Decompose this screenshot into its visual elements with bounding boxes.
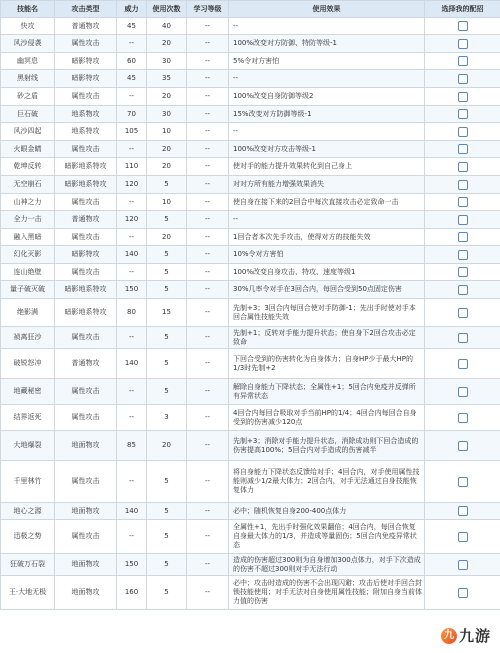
- cell-select: [425, 327, 500, 349]
- cell-level: --: [187, 431, 229, 461]
- select-checkbox[interactable]: [458, 477, 468, 487]
- cell-level: --: [187, 281, 229, 299]
- cell-name: 巨石破: [1, 106, 55, 123]
- cell-level: --: [187, 349, 229, 379]
- cell-type: 暗影地系特攻: [55, 281, 117, 299]
- cell-type: 属性攻击: [55, 520, 117, 554]
- cell-effect: 4回合内每回合吸取对手当前HP的1/4；4回合内每回合自身受到的伤害减少120点: [229, 405, 425, 431]
- cell-select: [425, 246, 500, 264]
- table-row: [1, 327, 500, 349]
- cell-name: 快攻: [1, 18, 55, 35]
- cell-type: 属性攻击: [55, 229, 117, 246]
- cell-power: 110: [117, 158, 147, 176]
- cell-name: 量子破灭破: [1, 281, 55, 299]
- cell-name: 全力一击: [1, 211, 55, 229]
- cell-uses: 20: [147, 158, 187, 176]
- cell-name: 迅极之势: [1, 520, 55, 554]
- cell-name: 祯离狂沙: [1, 327, 55, 349]
- cell-uses: 5: [147, 576, 187, 610]
- cell-select: [425, 576, 500, 610]
- cell-type: 暗影特攻: [55, 70, 117, 88]
- cell-type: 普通物攻: [55, 211, 117, 229]
- cell-type: 地面物攻: [55, 503, 117, 520]
- cell-uses: 5: [147, 379, 187, 405]
- cell-select: [425, 123, 500, 141]
- cell-effect: 1回合者本次先手攻击，使得对方的技能失效: [229, 229, 425, 246]
- select-checkbox[interactable]: [458, 127, 468, 137]
- table-row: [1, 88, 500, 106]
- table-row: [1, 379, 500, 405]
- table-row: [1, 141, 500, 158]
- cell-name: 砂之盾: [1, 88, 55, 106]
- cell-select: [425, 106, 500, 123]
- cell-effect: 10%令对方害怕: [229, 246, 425, 264]
- cell-uses: 30: [147, 106, 187, 123]
- cell-type: 暗影地系特攻: [55, 158, 117, 176]
- column-header: 使用效果: [229, 1, 425, 18]
- cell-power: --: [117, 461, 147, 503]
- cell-name: 乾坤反转: [1, 158, 55, 176]
- table-row: [1, 53, 500, 70]
- cell-effect: 全属性+1，先出手时强化效果翻倍；4回合内，每回合恢复自身最大体力的1/3，并造成等量固伤；5回合内免疫异常状态: [229, 520, 425, 554]
- cell-level: --: [187, 123, 229, 141]
- cell-effect: --: [229, 211, 425, 229]
- column-header: 选择我的配招: [425, 1, 500, 18]
- select-checkbox[interactable]: [458, 250, 468, 260]
- column-header: 学习等级: [187, 1, 229, 18]
- cell-type: 地面物攻: [55, 554, 117, 576]
- cell-effect: 使自身在接下来的2回合中每次直接攻击必定致命一击: [229, 194, 425, 211]
- cell-level: --: [187, 229, 229, 246]
- table-row: [1, 246, 500, 264]
- cell-uses: 20: [147, 141, 187, 158]
- cell-level: --: [187, 327, 229, 349]
- cell-uses: 5: [147, 461, 187, 503]
- cell-type: 属性攻击: [55, 379, 117, 405]
- cell-select: [425, 211, 500, 229]
- cell-name: 千里林竹: [1, 461, 55, 503]
- cell-power: 80: [117, 299, 147, 327]
- cell-level: --: [187, 211, 229, 229]
- cell-uses: 15: [147, 299, 187, 327]
- cell-uses: 10: [147, 123, 187, 141]
- cell-power: 120: [117, 176, 147, 194]
- cell-uses: 20: [147, 431, 187, 461]
- cell-effect: 100%改变对方攻击等级-1: [229, 141, 425, 158]
- cell-uses: 20: [147, 35, 187, 53]
- cell-select: [425, 503, 500, 520]
- table-row: [1, 211, 500, 229]
- cell-level: --: [187, 299, 229, 327]
- table-row: [1, 520, 500, 554]
- watermark: [438, 624, 494, 647]
- table-row: [1, 194, 500, 211]
- table-row: [1, 229, 500, 246]
- cell-uses: 5: [147, 554, 187, 576]
- cell-level: --: [187, 70, 229, 88]
- cell-name: 大地爆裂: [1, 431, 55, 461]
- table-row: [1, 106, 500, 123]
- cell-name: 绝影满: [1, 299, 55, 327]
- cell-name: 王·大地无极: [1, 576, 55, 610]
- cell-type: 暗影特攻: [55, 53, 117, 70]
- cell-type: 暗影地系特攻: [55, 299, 117, 327]
- cell-power: 140: [117, 349, 147, 379]
- cell-effect: 100%改变对方防御、特防等级-1: [229, 35, 425, 53]
- table-body: [1, 18, 500, 610]
- select-checkbox[interactable]: [458, 308, 468, 318]
- cell-type: 属性攻击: [55, 327, 117, 349]
- cell-level: --: [187, 576, 229, 610]
- select-checkbox[interactable]: [458, 197, 468, 207]
- table-row: [1, 554, 500, 576]
- cell-level: --: [187, 176, 229, 194]
- column-header: 威力: [117, 1, 147, 18]
- cell-level: --: [187, 106, 229, 123]
- cell-effect: 必中；攻击时造成的伤害不会出现闪避；攻击后使对手回合封锁技能使用；对手无法对自身使用属性技能；附加自身当前体力值的伤害: [229, 576, 425, 610]
- select-checkbox[interactable]: [458, 56, 468, 66]
- select-checkbox[interactable]: [458, 144, 468, 154]
- cell-name: 融入黑暗: [1, 229, 55, 246]
- cell-type: 普通物攻: [55, 18, 117, 35]
- cell-level: --: [187, 53, 229, 70]
- cell-name: 地藏秘密: [1, 379, 55, 405]
- cell-type: 暗影地系特攻: [55, 176, 117, 194]
- cell-power: 85: [117, 431, 147, 461]
- cell-type: 属性攻击: [55, 88, 117, 106]
- table-row: [1, 264, 500, 281]
- cell-power: --: [117, 35, 147, 53]
- cell-uses: 5: [147, 176, 187, 194]
- cell-effect: --: [229, 123, 425, 141]
- cell-name: 山神之力: [1, 194, 55, 211]
- cell-uses: 35: [147, 70, 187, 88]
- cell-level: --: [187, 141, 229, 158]
- cell-power: 105: [117, 123, 147, 141]
- cell-level: --: [187, 158, 229, 176]
- cell-uses: 30: [147, 53, 187, 70]
- cell-select: [425, 431, 500, 461]
- cell-select: [425, 281, 500, 299]
- cell-power: 160: [117, 576, 147, 610]
- cell-power: 45: [117, 70, 147, 88]
- cell-effect: 100%改变自身防御等级2: [229, 88, 425, 106]
- table-row: [1, 123, 500, 141]
- cell-name: 狂破万石裂: [1, 554, 55, 576]
- select-checkbox[interactable]: [458, 359, 468, 369]
- cell-uses: 5: [147, 520, 187, 554]
- cell-level: --: [187, 520, 229, 554]
- cell-select: [425, 18, 500, 35]
- cell-level: --: [187, 554, 229, 576]
- cell-type: 属性攻击: [55, 35, 117, 53]
- select-checkbox[interactable]: [458, 387, 468, 397]
- cell-uses: 20: [147, 88, 187, 106]
- select-checkbox[interactable]: [458, 441, 468, 451]
- select-checkbox[interactable]: [458, 162, 468, 172]
- cell-name: 破锐怒冲: [1, 349, 55, 379]
- cell-name: 幻化灭影: [1, 246, 55, 264]
- cell-select: [425, 554, 500, 576]
- cell-level: --: [187, 246, 229, 264]
- cell-name: 幽冥息: [1, 53, 55, 70]
- cell-select: [425, 158, 500, 176]
- table-row: [1, 503, 500, 520]
- cell-effect: 先制+3；消除对手能力提升状态，消除成功则下回合造成的伤害提高100%；5回合内对手造成的伤害减半: [229, 431, 425, 461]
- cell-select: [425, 35, 500, 53]
- table-row: [1, 299, 500, 327]
- cell-power: --: [117, 327, 147, 349]
- table-row: [1, 461, 500, 503]
- cell-effect: 15%改变对方防御等级-1: [229, 106, 425, 123]
- cell-type: 属性攻击: [55, 461, 117, 503]
- cell-name: 地心之源: [1, 503, 55, 520]
- cell-select: [425, 264, 500, 281]
- cell-power: 70: [117, 106, 147, 123]
- cell-effect: 100%改变自身攻击、特攻、速度等级1: [229, 264, 425, 281]
- cell-type: 属性攻击: [55, 405, 117, 431]
- select-checkbox[interactable]: [458, 285, 468, 295]
- cell-effect: --: [229, 18, 425, 35]
- cell-level: --: [187, 194, 229, 211]
- cell-effect: 对对方所有能力增强效果消失: [229, 176, 425, 194]
- select-checkbox[interactable]: [458, 232, 468, 242]
- table-row: [1, 349, 500, 379]
- table-row: [1, 70, 500, 88]
- cell-level: --: [187, 461, 229, 503]
- cell-select: [425, 405, 500, 431]
- cell-select: [425, 520, 500, 554]
- cell-select: [425, 141, 500, 158]
- cell-select: [425, 299, 500, 327]
- cell-power: 150: [117, 554, 147, 576]
- cell-level: --: [187, 405, 229, 431]
- cell-type: 地系物攻: [55, 106, 117, 123]
- select-checkbox[interactable]: [458, 109, 468, 119]
- table-row: [1, 576, 500, 610]
- table-row: [1, 158, 500, 176]
- cell-effect: 必中；随机恢复自身200-400点体力: [229, 503, 425, 520]
- cell-select: [425, 70, 500, 88]
- cell-select: [425, 379, 500, 405]
- select-checkbox[interactable]: [458, 92, 468, 102]
- table-row: [1, 405, 500, 431]
- cell-power: --: [117, 229, 147, 246]
- table-row: [1, 281, 500, 299]
- cell-select: [425, 461, 500, 503]
- cell-power: 140: [117, 246, 147, 264]
- select-checkbox[interactable]: [458, 267, 468, 277]
- select-checkbox[interactable]: [458, 560, 468, 570]
- select-checkbox[interactable]: [458, 532, 468, 542]
- cell-name: 风沙四起: [1, 123, 55, 141]
- cell-uses: 5: [147, 349, 187, 379]
- cell-type: 地系特攻: [55, 123, 117, 141]
- cell-effect: 先制+1；反转对手能力提升状态；使自身下2回合攻击必定致命: [229, 327, 425, 349]
- cell-uses: 5: [147, 246, 187, 264]
- cell-uses: 5: [147, 281, 187, 299]
- jiuyou-logo-icon: 九: [441, 628, 457, 644]
- cell-effect: 使对手的能力提升效果转化到自己身上: [229, 158, 425, 176]
- cell-effect: 将自身能力下降状态反馈给对手；4回合内，对手使用属性技能则减少1/2最大体力；2回合内，对手无法通过自身技能恢复体力: [229, 461, 425, 503]
- select-checkbox[interactable]: [458, 588, 468, 598]
- table-row: [1, 35, 500, 53]
- cell-name: 火眼金睛: [1, 141, 55, 158]
- table-header-row: [1, 1, 500, 18]
- cell-type: 暗影特攻: [55, 246, 117, 264]
- cell-power: 60: [117, 53, 147, 70]
- cell-level: --: [187, 35, 229, 53]
- cell-effect: 解除自身能力下降状态；全属性+1；5回合内免疫并反弹所有异常状态: [229, 379, 425, 405]
- select-checkbox[interactable]: [458, 215, 468, 225]
- table-row: [1, 18, 500, 35]
- column-header: 技能名: [1, 1, 55, 18]
- cell-effect: 先制+3；3回合内每回合使对手防御-1；先出手时使对手本回合属性技能失效: [229, 299, 425, 327]
- cell-uses: 40: [147, 18, 187, 35]
- select-checkbox[interactable]: [458, 39, 468, 49]
- table-row: [1, 176, 500, 194]
- cell-name: 结界返死: [1, 405, 55, 431]
- column-header: 使用次数: [147, 1, 187, 18]
- cell-power: --: [117, 379, 147, 405]
- cell-power: --: [117, 194, 147, 211]
- cell-power: --: [117, 405, 147, 431]
- select-checkbox[interactable]: [458, 74, 468, 84]
- cell-type: 普通物攻: [55, 349, 117, 379]
- cell-type: 属性攻击: [55, 141, 117, 158]
- cell-power: 45: [117, 18, 147, 35]
- select-checkbox[interactable]: [458, 413, 468, 423]
- cell-level: --: [187, 503, 229, 520]
- table-row: [1, 431, 500, 461]
- cell-level: --: [187, 18, 229, 35]
- cell-power: --: [117, 264, 147, 281]
- cell-select: [425, 194, 500, 211]
- cell-select: [425, 88, 500, 106]
- cell-type: 属性攻击: [55, 264, 117, 281]
- cell-type: 地面物攻: [55, 431, 117, 461]
- cell-level: --: [187, 379, 229, 405]
- cell-type: 属性攻击: [55, 194, 117, 211]
- select-checkbox[interactable]: [458, 21, 468, 31]
- column-header: 攻击类型: [55, 1, 117, 18]
- cell-effect: --: [229, 70, 425, 88]
- watermark-text: 九游: [458, 627, 491, 645]
- cell-name: 无空崩石: [1, 176, 55, 194]
- cell-power: --: [117, 88, 147, 106]
- select-checkbox[interactable]: [458, 333, 468, 343]
- cell-uses: 5: [147, 503, 187, 520]
- cell-power: --: [117, 520, 147, 554]
- select-checkbox[interactable]: [458, 506, 468, 516]
- cell-select: [425, 176, 500, 194]
- cell-effect: 下回合受到的伤害转化为自身体力；自身HP少于最大HP的1/3时先制+2: [229, 349, 425, 379]
- cell-effect: 30%几率令对手在3回合内，每回合受到50点固定伤害: [229, 281, 425, 299]
- cell-select: [425, 53, 500, 70]
- cell-uses: 5: [147, 327, 187, 349]
- cell-effect: 造成的伤害超过300则为自身增加300点体力，对手下次造成的伤害不超过300则对手无法行动: [229, 554, 425, 576]
- cell-name: 黑射线: [1, 70, 55, 88]
- cell-uses: 10: [147, 194, 187, 211]
- cell-power: --: [117, 141, 147, 158]
- cell-uses: 5: [147, 211, 187, 229]
- cell-uses: 20: [147, 229, 187, 246]
- cell-select: [425, 349, 500, 379]
- cell-power: 150: [117, 281, 147, 299]
- cell-level: --: [187, 264, 229, 281]
- select-checkbox[interactable]: [458, 180, 468, 190]
- cell-effect: 5%令对方害怕: [229, 53, 425, 70]
- cell-uses: 3: [147, 405, 187, 431]
- cell-name: 风沙侵袭: [1, 35, 55, 53]
- cell-uses: 5: [147, 264, 187, 281]
- cell-power: 120: [117, 211, 147, 229]
- cell-type: 地面物攻: [55, 576, 117, 610]
- cell-power: 140: [117, 503, 147, 520]
- cell-name: 连山绝壁: [1, 264, 55, 281]
- cell-level: --: [187, 88, 229, 106]
- cell-select: [425, 229, 500, 246]
